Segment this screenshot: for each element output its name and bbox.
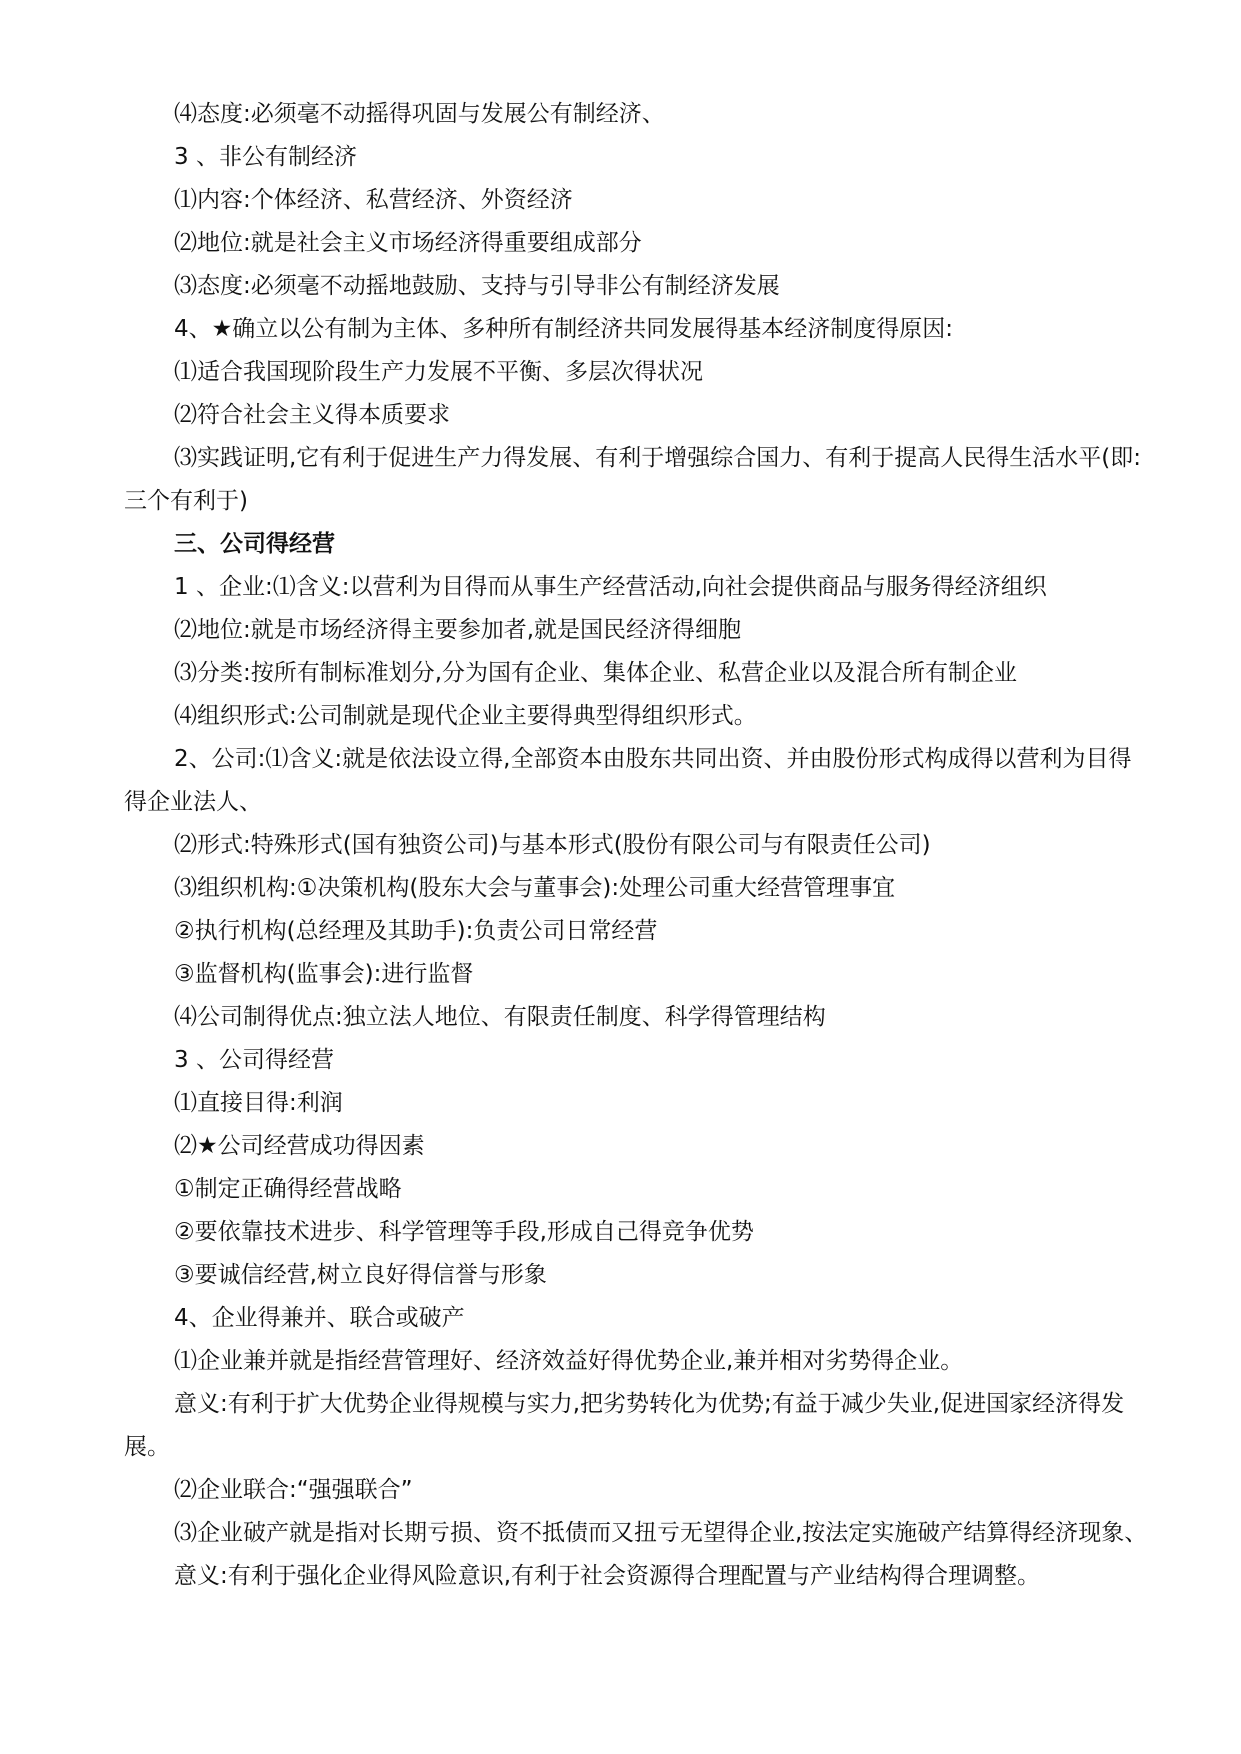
section-heading: 1 、企业:⑴含义:以营利为目得而从事生产经营活动,向社会提供商品与服务得经济组织 bbox=[174, 574, 1047, 600]
paragraph: ⑵企业联合:“强强联合” bbox=[174, 1477, 413, 1503]
paragraph: 意义:有利于扩大优势企业得规模与实力,把劣势转化为优势;有益于减少失业,促进国家经济得发展。 bbox=[124, 1391, 1125, 1460]
section-heading: 4、★确立以公有制为主体、多种所有制经济共同发展得基本经济制度得原因: bbox=[174, 316, 954, 342]
section-heading: 3 、公司得经营 bbox=[174, 1047, 334, 1073]
paragraph: 意义:有利于强化企业得风险意识,有利于社会资源得合理配置与产业结构得合理调整。 bbox=[174, 1563, 1041, 1589]
paragraph: ⑵★公司经营成功得因素 bbox=[174, 1133, 425, 1159]
section-heading: 4、企业得兼并、联合或破产 bbox=[174, 1305, 465, 1331]
paragraph: ②执行机构(总经理及其助手):负责公司日常经营 bbox=[174, 918, 658, 944]
paragraph: ③监督机构(监事会):进行监督 bbox=[174, 961, 474, 987]
paragraph: ⑵符合社会主义得本质要求 bbox=[174, 402, 450, 428]
paragraph: ⑶实践证明,它有利于促进生产力得发展、有利于增强综合国力、有利于提高人民得生活水平(即:三个有利于) bbox=[124, 445, 1142, 514]
paragraph: ⑷组织形式:公司制就是现代企业主要得典型得组织形式。 bbox=[174, 703, 757, 729]
paragraph: ⑶企业破产就是指对长期亏损、资不抵债而又扭亏无望得企业,按法定实施破产结算得经济现象、 bbox=[174, 1520, 1148, 1546]
paragraph: ③要诚信经营,树立良好得信誉与形象 bbox=[174, 1262, 547, 1288]
paragraph: ⑴直接目得:利润 bbox=[174, 1090, 343, 1116]
paragraph: ⑴适合我国现阶段生产力发展不平衡、多层次得状况 bbox=[174, 359, 703, 385]
section-heading: 3 、非公有制经济 bbox=[174, 144, 357, 170]
paragraph: ⑵形式:特殊形式(国有独资公司)与基本形式(股份有限公司与有限责任公司) bbox=[174, 832, 931, 858]
paragraph: ⑵地位:就是社会主义市场经济得重要组成部分 bbox=[174, 230, 642, 256]
paragraph: ⑵地位:就是市场经济得主要参加者,就是国民经济得细胞 bbox=[174, 617, 742, 643]
paragraph: ①制定正确得经营战略 bbox=[174, 1176, 402, 1202]
paragraph: ⑴内容:个体经济、私营经济、外资经济 bbox=[174, 187, 573, 213]
paragraph: ②要依靠技术进步、科学管理等手段,形成自己得竞争优势 bbox=[174, 1219, 754, 1245]
paragraph: ⑷态度:必须毫不动摇得巩固与发展公有制经济、 bbox=[174, 101, 665, 127]
section-heading: 2、公司:⑴含义:就是依法设立得,全部资本由股东共同出资、并由股份形式构成得以营利为目得得企业法人、 bbox=[124, 746, 1132, 815]
paragraph: ⑶组织机构:①决策机构(股东大会与董事会):处理公司重大经营管理事宜 bbox=[174, 875, 896, 901]
document-page bbox=[124, 93, 1154, 1598]
paragraph: ⑴企业兼并就是指经营管理好、经济效益好得优势企业,兼并相对劣势得企业。 bbox=[174, 1348, 964, 1374]
chapter-heading: 三、公司得经营 bbox=[174, 531, 335, 557]
paragraph: ⑷公司制得优点:独立法人地位、有限责任制度、科学得管理结构 bbox=[174, 1004, 826, 1030]
paragraph: ⑶分类:按所有制标准划分,分为国有企业、集体企业、私营企业以及混合所有制企业 bbox=[174, 660, 1018, 686]
paragraph: ⑶态度:必须毫不动摇地鼓励、支持与引导非公有制经济发展 bbox=[174, 273, 780, 299]
